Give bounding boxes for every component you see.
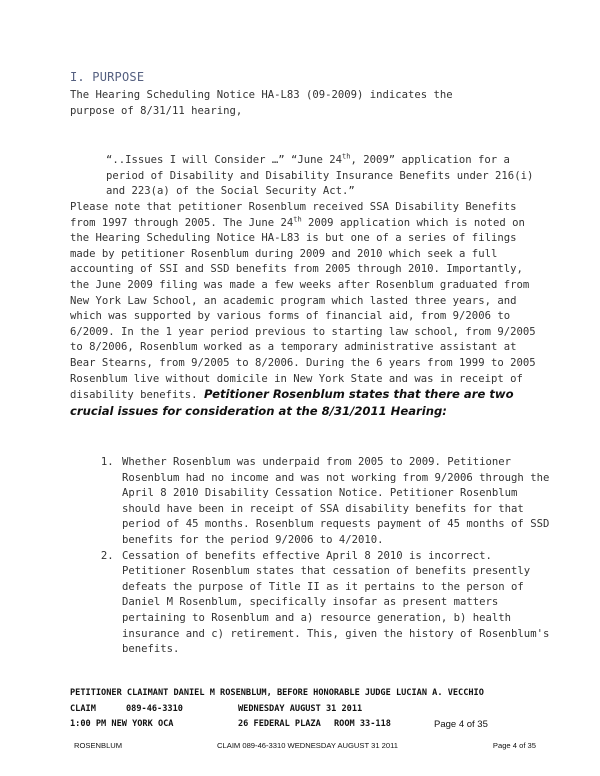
footer-claim-label: CLAIM xyxy=(70,703,96,714)
running-footer-page: Page 4 of 35 xyxy=(492,741,536,750)
running-footer-center: CLAIM 089-46-3310 WEDNESDAY AUGUST 31 2011 xyxy=(217,741,398,750)
intro-line-1: The Hearing Scheduling Notice HA-L83 (09-2009) indicates the xyxy=(70,89,453,101)
quote-text-end: , 2009” application for a period of Disability and Disability Insurance Benefits under 216(i) and 223(a) of the Social Security Act.” xyxy=(106,154,534,198)
issues-list xyxy=(104,455,560,658)
footer-line-2 xyxy=(70,702,540,718)
emphasis-statement: Petitioner Rosenblum states that there are two crucial issues for consideration at the 8/31/2011 Hearing: xyxy=(70,387,514,418)
intro-line-2: purpose of 8/31/11 hearing, xyxy=(70,104,243,117)
list-item: 1. Whether Rosenblum was underpaid from 2005 to 2009. Petitioner Rosenblum had no income and was not working from 9/2006 through the April 8 2010 Disability Cessation Notice. Petitioner Rosenblum should have been in receipt of SSA disability benefits for that period of 45 months. Rosenblum requests payment of 45 months of SSD benefits for the period 9/2006 to 4/2010. xyxy=(120,455,560,549)
intro-paragraph xyxy=(70,88,540,119)
running-footer-left: ROSENBLUM xyxy=(74,741,123,750)
quote-superscript: th xyxy=(342,152,351,161)
footer-plaza: 26 FEDERAL PLAZA xyxy=(238,719,321,729)
footer-line-1: PETITIONER CLAIMANT DANIEL M ROSENBLUM, BEFORE HONORABLE JUDGE LUCIAN A. VECCHIO xyxy=(70,688,484,698)
paragraph-text-start: Please note that petitioner Rosenblum received SSA Disability Benefits from 1997 through 2005. The June 24 xyxy=(70,201,517,229)
footer-line-3 xyxy=(70,717,540,733)
footer-claim-number: 089-46-3310 xyxy=(126,703,183,714)
footer-page-number: Page 4 of 35 xyxy=(434,719,488,730)
list-item: 2. Cessation of benefits effective April 8 2010 is incorrect. Petitioner Rosenblum states that cessation of benefits presently defeats the purpose of Title II as it pertains to the person of Daniel M Rosenblum, specifically insofar as present matters pertaining to Rosenblum and a) resource generation, b) health insurance and c) retirement. This, given the history of Rosenblum's benefits. xyxy=(120,549,560,658)
section-heading: I. PURPOSE xyxy=(70,70,145,84)
page-footer xyxy=(70,686,540,733)
running-footer xyxy=(74,741,536,750)
paragraph-superscript: th xyxy=(293,215,302,224)
quoted-issue xyxy=(106,153,536,200)
main-paragraph xyxy=(70,200,540,420)
footer-time: 1:00 PM NEW YORK OCA xyxy=(70,719,174,729)
footer-date: WEDNESDAY AUGUST 31 2011 xyxy=(238,703,363,714)
paragraph-text-end: 2009 application which is noted on the Hearing Scheduling Notice HA-L83 is but one of a series of filings made by petitioner Rosenblum during 2009 and 2010 which seek a full accounting of SSI and SSD benefits from 2005 through 2010. Importantly, the June 2009 filing was made a few weeks after Rosenblum graduated from New York Law School, an academic program which lasted three years, and which was supported by various forms of financial aid, from 9/2006 to 6/2009. In the 1 year period previous to starting law school, from 9/2005 to 8/2006, Rosenblum worked as a temporary administrative assistant at Bear Stearns, from 9/2005 to 8/2006. During the 6 years from 1999 to 2005 Rosenblum live without domicile in New York State and was in receipt of disability benefits. xyxy=(70,216,536,402)
quote-text-start: “..Issues I will Consider …” “June 24 xyxy=(106,154,342,166)
footer-room: ROOM 33-118 xyxy=(334,719,391,729)
